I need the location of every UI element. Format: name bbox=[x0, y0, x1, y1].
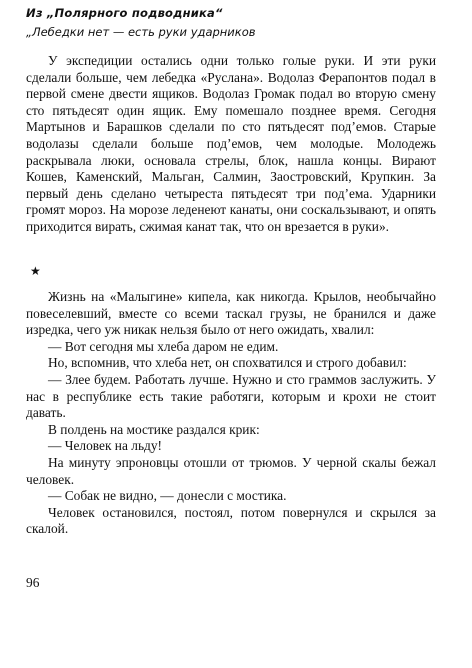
section-1-text bbox=[26, 53, 436, 236]
source-title: Из „Полярного подводника“ bbox=[26, 6, 223, 20]
section-2-text bbox=[26, 289, 436, 538]
paragraph: У экспедиции остались одни только голые руки. И эти руки сделали больше, чем лебедка «Руслана». Водолаз Ферапонтов подал в первой смене двести ящиков. Водолаз Громак подал во вторую смену сто пятьдесят один ящик. Ему помешало позднее время. Сегодня Мартынов и Барашков сделали по сто пятьдесят под’емов. Старые водолазы сделали больше под’емов, чем молодые. Молодежь раскрывала люки, основала стрелы, блок, нашла концы. Вирают Кошев, Каменский, Мальган, Салмин, Заостровский, Крупкин. За первый день сделано четыреста пятьдесят три под’ема. Ударники громят мороз. На морозе леденеют канаты, они соскальзывают, и опять приходится вирать, сжимая канат так, что он врезается в руки». bbox=[26, 53, 436, 234]
page-number: 96 bbox=[26, 575, 40, 590]
paragraph: На минуту эпроновцы отошли от трюмов. У черной скалы бежал человек. bbox=[26, 454, 436, 487]
article-subtitle: „Лебедки нет — есть руки ударников bbox=[26, 25, 256, 39]
paragraph: — Собак не видно, — донесли с мостика. bbox=[48, 488, 287, 504]
section-separator-star-icon: ★ bbox=[30, 264, 41, 278]
paragraph: — Вот сегодня мы хлеба даром не едим. bbox=[48, 338, 279, 354]
paragraph: Человек остановился, постоял, потом повернулся и скрылся за скалой. bbox=[26, 504, 436, 537]
paragraph: Жизнь на «Малыгине» кипела, как никогда. Крылов, необычайно повеселевший, вместе со всеми таскал грузы, не бранился и даже изредка, чего уж никак нельзя было от него ожидать, хвалил: bbox=[26, 289, 436, 338]
paragraph: — Человек на льду! bbox=[48, 438, 163, 454]
paragraph: Но, вспомнив, что хлеба нет, он спохватился и строго добавил: bbox=[48, 355, 407, 371]
paragraph: — Злее будем. Работать лучше. Нужно и сто граммов заслужить. У нас в республике есть такие работяги, которым и крохи не стоит давать. bbox=[26, 371, 436, 421]
paragraph: В полдень на мостике раздался крик: bbox=[48, 421, 260, 437]
